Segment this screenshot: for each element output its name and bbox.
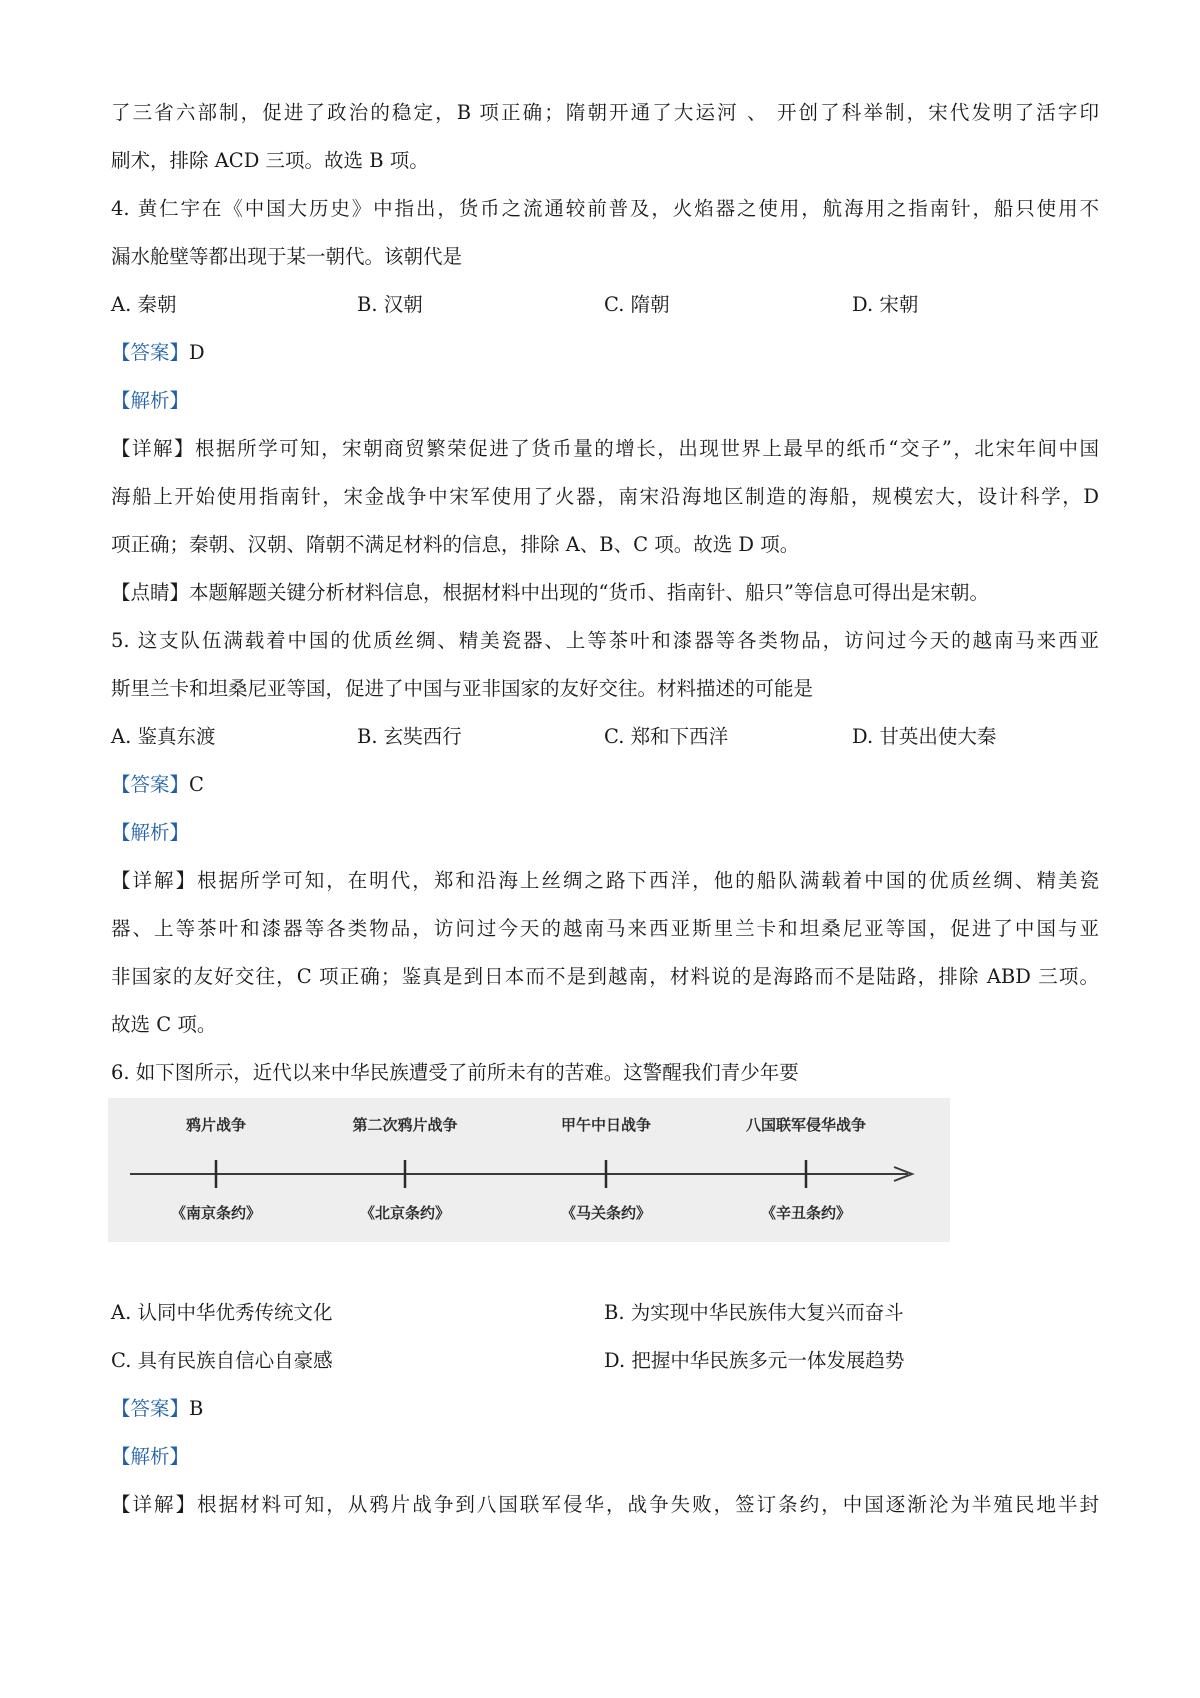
answer-value: B: [189, 1397, 204, 1420]
detail-line: 项正确；秦朝、汉朝、隋朝不满足材料的信息，排除 A、B、C 项。故选 D 项。: [111, 533, 800, 556]
text-line: 了三省六部制，促进了政治的稳定，B 项正确；隋朝开通了大运河 、 开创了科举制，宋代发明了活字印: [111, 101, 1099, 124]
event-label: 甲午中日战争: [560, 1116, 652, 1134]
note-line: 【点睛】本题解题关键分析材料信息，根据材料中出现的“货币、指南针、船只”等信息可得出是宋朝。: [111, 581, 989, 604]
treaty-label: 《辛丑条约》: [760, 1204, 852, 1222]
treaty-label: 《北京条约》: [359, 1204, 451, 1222]
detail-line: 【详解】根据所学可知，宋朝商贸繁荣促进了货币量的增长，出现世界上最早的纸币“交子”，北宋年间中国: [111, 437, 1099, 460]
option-a: A. 秦朝: [111, 293, 177, 316]
text-line: 刷术，排除 ACD 三项。故选 B 项。: [111, 149, 429, 172]
event-label: 第二次鸦片战争: [352, 1116, 458, 1134]
answer-tag: 【答案】: [111, 341, 190, 364]
answer-tag: 【答案】: [111, 1397, 190, 1420]
detail-line: 【详解】根据所学可知，在明代，郑和沿海上丝绸之路下西洋，他的船队满载着中国的优质丝绸、精美瓷: [111, 869, 1099, 892]
question-5-stem: 斯里兰卡和坦桑尼亚等国，促进了中国与亚非国家的友好交往。材料描述的可能是: [111, 677, 814, 700]
treaty-label: 《南京条约》: [170, 1204, 262, 1222]
option-c: C. 隋朝: [604, 293, 670, 316]
treaty-label: 《马关条约》: [560, 1204, 652, 1222]
detail-line: 器、上等茶叶和漆器等各类物品，访问过今天的越南马来西亚斯里兰卡和坦桑尼亚等国，促进了中国与亚: [111, 917, 1099, 940]
timeline-diagram: [108, 1098, 950, 1242]
option-c: C. 郑和下西洋: [604, 725, 729, 748]
detail-line: 故选 C 项。: [111, 1013, 217, 1036]
analysis-tag: 【解析】: [111, 821, 190, 844]
option-d: D. 甘英出使大秦: [852, 725, 997, 748]
answer-value: C: [189, 773, 204, 796]
option-c: C. 具有民族自信心自豪感: [111, 1349, 333, 1372]
event-label: 八国联军侵华战争: [745, 1116, 867, 1134]
question-5-stem: 5. 这支队伍满载着中国的优质丝绸、精美瓷器、上等茶叶和漆器等各类物品，访问过今天的越南马来西亚: [111, 629, 1099, 652]
timeline-figure: [108, 1098, 950, 1242]
question-6-stem: 6. 如下图所示，近代以来中华民族遭受了前所未有的苦难。这警醒我们青少年要: [111, 1061, 799, 1084]
answer-value: D: [189, 341, 205, 364]
answer-line: [111, 771, 204, 799]
option-a: A. 认同中华优秀传统文化: [111, 1301, 333, 1324]
detail-line: 【详解】根据材料可知，从鸦片战争到八国联军侵华，战争失败，签订条约，中国逐渐沦为半殖民地半封: [111, 1493, 1099, 1516]
answer-line: [111, 1395, 203, 1423]
answer-line: [111, 339, 205, 367]
detail-line: 非国家的友好交往，C 项正确；鉴真是到日本而不是到越南，材料说的是海路而不是陆路，排除 ABD 三项。: [111, 965, 1099, 988]
analysis-tag: 【解析】: [111, 389, 190, 412]
question-4-stem: 4. 黄仁宇在《中国大历史》中指出，货币之流通较前普及，火焰器之使用，航海用之指南针，船只使用不: [111, 197, 1099, 220]
option-d: D. 把握中华民族多元一体发展趋势: [604, 1349, 905, 1372]
answer-tag: 【答案】: [111, 773, 190, 796]
option-b: B. 为实现中华民族伟大复兴而奋斗: [604, 1301, 904, 1324]
detail-line: 海船上开始使用指南针，宋金战争中宋军使用了火器，南宋沿海地区制造的海船，规模宏大，设计科学，D: [111, 485, 1099, 508]
analysis-tag: 【解析】: [111, 1445, 190, 1468]
option-a: A. 鉴真东渡: [111, 725, 216, 748]
option-d: D. 宋朝: [852, 293, 919, 316]
option-b: B. 汉朝: [357, 293, 423, 316]
option-b: B. 玄奘西行: [357, 725, 462, 748]
event-label: 鸦片战争: [185, 1116, 247, 1134]
question-4-stem: 漏水舱壁等都出现于某一朝代。该朝代是: [111, 245, 463, 268]
